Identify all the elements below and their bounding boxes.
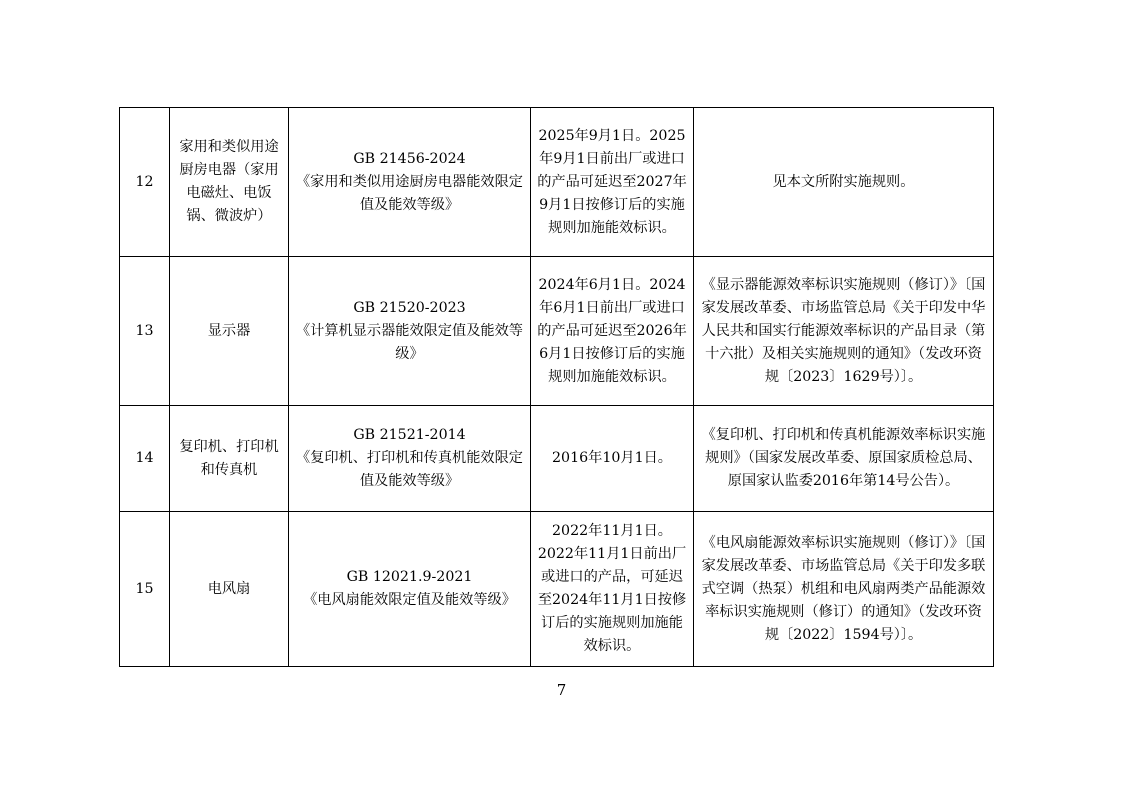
row-number: 14 <box>120 406 170 512</box>
standard-code: GB 21456-2024 <box>353 150 466 167</box>
product-name: 电风扇 <box>170 512 289 667</box>
table-row <box>120 257 994 406</box>
page-number: 7 <box>556 681 567 699</box>
product-name: 家用和类似用途厨房电器（家用电磁灶、电饭锅、微波炉） <box>170 108 289 257</box>
table-row <box>120 512 994 667</box>
effective-date: 2024年6月1日。2024年6月1日前出厂或进口的产品可延迟至2026年6月1日按修订后的实施规则加施能效标识。 <box>531 257 694 406</box>
table-row <box>120 406 994 512</box>
implementation-rule: 见本文所附实施规则。 <box>694 108 994 257</box>
effective-date: 2022年11月1日。2022年11月1日前出厂或进口的产品，可延迟至2024年11月1日按修订后的实施规则加施能效标识。 <box>531 512 694 667</box>
row-number: 13 <box>120 257 170 406</box>
standard-title: 《计算机显示器能效限定值及能效等级》 <box>295 322 523 362</box>
product-name: 显示器 <box>170 257 289 406</box>
implementation-rule: 《复印机、打印机和传真机能源效率标识实施规则》（国家发展改革委、原国家质检总局、原国家认监委2016年第14号公告）。 <box>694 406 994 512</box>
standard-cell <box>289 108 531 257</box>
product-name: 复印机、打印机和传真机 <box>170 406 289 512</box>
standard-cell <box>289 257 531 406</box>
standard-title: 《家用和类似用途厨房电器能效限定值及能效等级》 <box>295 173 523 213</box>
standard-code: GB 21520-2023 <box>353 299 466 316</box>
effective-date: 2025年9月1日。2025年9月1日前出厂或进口的产品可延迟至2027年9月1日按修订后的实施规则加施能效标识。 <box>531 108 694 257</box>
standard-cell <box>289 406 531 512</box>
implementation-rule: 《电风扇能源效率标识实施规则（修订）》〔国家发展改革委、市场监管总局《关于印发多联式空调（热泵）机组和电风扇两类产品能源效率标识实施规则（修订）的通知》（发改环资规〔2022〕1594号）〕。 <box>694 512 994 667</box>
standard-code: GB 21521-2014 <box>353 427 466 443</box>
standard-code: GB 12021.9-2021 <box>346 569 473 585</box>
standards-table <box>119 107 994 667</box>
standard-title: 《复印机、打印机和传真机能效限定值及能效等级》 <box>295 450 523 489</box>
row-number: 12 <box>120 108 170 257</box>
effective-date: 2016年10月1日。 <box>531 406 694 512</box>
table-row <box>120 108 994 257</box>
implementation-rule: 《显示器能源效率标识实施规则（修订）》〔国家发展改革委、市场监管总局《关于印发中华人民共和国实行能源效率标识的产品目录（第十六批）及相关实施规则的通知》（发改环资规〔2023〕1629号）〕。 <box>694 257 994 406</box>
row-number: 15 <box>120 512 170 667</box>
standard-title: 《电风扇能效限定值及能效等级》 <box>303 592 516 608</box>
standard-cell <box>289 512 531 667</box>
